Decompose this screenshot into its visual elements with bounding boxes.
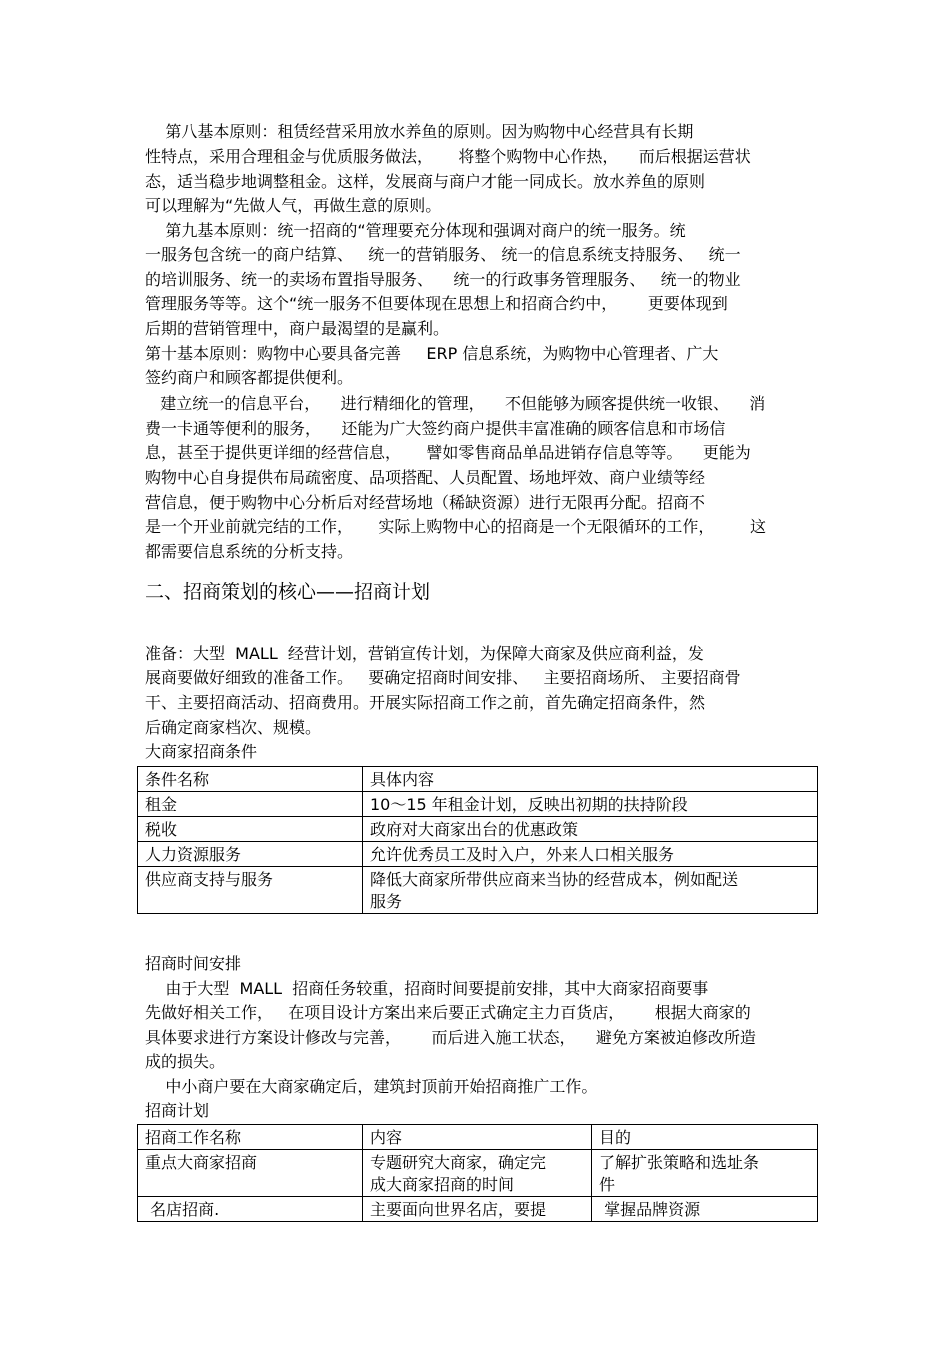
text-line: 购物中心自身提供布局疏密度、品项搭配、人员配置、场地坪效、商户业绩等经 <box>145 468 706 487</box>
table-header-row <box>138 1125 818 1150</box>
table-cell: 掌握品牌资源 <box>592 1197 818 1222</box>
text-line: 成的损失。 <box>145 1052 226 1071</box>
table-header-cell: 招商工作名称 <box>138 1125 363 1150</box>
table-row <box>138 1150 818 1197</box>
recruitment-plan-table <box>137 1124 818 1222</box>
text-line: 态，适当稳步地调整租金。这样，发展商与商户才能一同成长。放水养鱼的原则 <box>145 172 706 191</box>
text-line: 的培训服务、统一的卖场布置指导服务、 统一的行政事务管理服务、 统一的物业 <box>145 270 741 289</box>
table-header-cell: 条件名称 <box>138 767 363 792</box>
table-cell: 了解扩张策略和选址条 件 <box>592 1150 818 1197</box>
table-row <box>138 792 818 817</box>
table-cell: 主要面向世界名店，要提 <box>363 1197 592 1222</box>
table-header-cell: 内容 <box>363 1125 592 1150</box>
text-line: 具体要求进行方案设计修改与完善， 而后进入施工状态， 避免方案被迫修改所造 <box>145 1028 756 1047</box>
text-line: 大商家招商条件 <box>145 742 258 761</box>
table-header-cell: 目的 <box>592 1125 818 1150</box>
text-line: 中小商户要在大商家确定后，建筑封顶前开始招商推广工作。 <box>145 1077 598 1096</box>
text-line: 准备：大型 MALL 经营计划，营销宣传计划，为保障大商家及供应商利益，发 <box>145 644 704 663</box>
table-cell: 租金 <box>138 792 363 817</box>
text-line: 第九基本原则：统一招商的“管理要充分体现和强调对商户的统一服务。统 <box>145 221 686 240</box>
table-cell: 10～15 年租金计划，反映出初期的扶持阶段 <box>363 792 818 817</box>
table-cell: 专题研究大商家，确定完 成大商家招商的时间 <box>363 1150 592 1197</box>
table-header-row <box>138 767 818 792</box>
table-cell: 名店招商. <box>138 1197 363 1222</box>
text-line: 是一个开业前就完结的工作， 实际上购物中心的招商是一个无限循环的工作， 这 <box>145 517 767 536</box>
text-line: 管理服务等等。这个“统一服务不但要体现在思想上和招商合约中， 更要体现到 <box>145 294 728 313</box>
text-line: 费一卡通等便利的服务， 还能为广大签约商户提供丰富准确的顾客信息和市场信 <box>145 419 726 438</box>
text-line: 性特点，采用合理租金与优质服务做法， 将整个购物中心作热， 而后根据运营状 <box>145 147 751 166</box>
text-line: 都需要信息系统的分析支持。 <box>145 542 354 561</box>
table-cell: 供应商支持与服务 <box>138 867 363 914</box>
table-header-cell: 具体内容 <box>363 767 818 792</box>
text-line: 后期的营销管理中，商户最渴望的是赢利。 <box>145 319 450 338</box>
text-line: 一服务包含统一的商户结算、 统一的营销服务、 统一的信息系统支持服务、 统一 <box>145 245 741 264</box>
text-line: 息，甚至于提供更详细的经营信息， 譬如零售商品单品进销存信息等等。 更能为 <box>145 443 751 462</box>
text-line: 招商时间安排 <box>145 954 242 973</box>
text-line: 招商计划 <box>145 1101 210 1120</box>
text-line: 第十基本原则：购物中心要具备完善 ERP 信息系统，为购物中心管理者、广大 <box>145 344 719 363</box>
table-cell: 人力资源服务 <box>138 842 363 867</box>
table-cell: 重点大商家招商 <box>138 1150 363 1197</box>
merchant-conditions-table <box>137 766 818 914</box>
table-cell: 政府对大商家出台的优惠政策 <box>363 817 818 842</box>
table-row <box>138 842 818 867</box>
text-line: 干、主要招商活动、招商费用。开展实际招商工作之前，首先确定招商条件，然 <box>145 693 706 712</box>
table-cell: 税收 <box>138 817 363 842</box>
text-line: 签约商户和顾客都提供便利。 <box>145 368 354 387</box>
text-line: 可以理解为“先做人气，再做生意的原则。 <box>145 196 442 215</box>
text-line: 营信息，便于购物中心分析后对经营场地（稀缺资源）进行无限再分配。招商不 <box>145 493 706 512</box>
table-cell: 降低大商家所带供应商来当协的经营成本，例如配送 服务 <box>363 867 818 914</box>
text-line: 第八基本原则：租赁经营采用放水养鱼的原则。因为购物中心经营具有长期 <box>145 122 694 141</box>
table-cell: 允许优秀员工及时入户，外来人口相关服务 <box>363 842 818 867</box>
section-heading: 二、招商策划的核心——招商计划 <box>145 581 431 603</box>
table-row <box>138 817 818 842</box>
text-line: 先做好相关工作， 在项目设计方案出来后要正式确定主力百货店， 根据大商家的 <box>145 1003 751 1022</box>
text-line: 由于大型 MALL 招商任务较重，招商时间要提前安排，其中大商家招商要事 <box>145 979 709 998</box>
text-line: 后确定商家档次、规模。 <box>145 718 322 737</box>
text-line: 建立统一的信息平台， 进行精细化的管理， 不但能够为顾客提供统一收银、 消 <box>145 394 766 413</box>
table-row <box>138 1197 818 1222</box>
text-line: 展商要做好细致的准备工作。 要确定招商时间安排、 主要招商场所、 主要招商骨 <box>145 668 741 687</box>
table-row <box>138 867 818 914</box>
